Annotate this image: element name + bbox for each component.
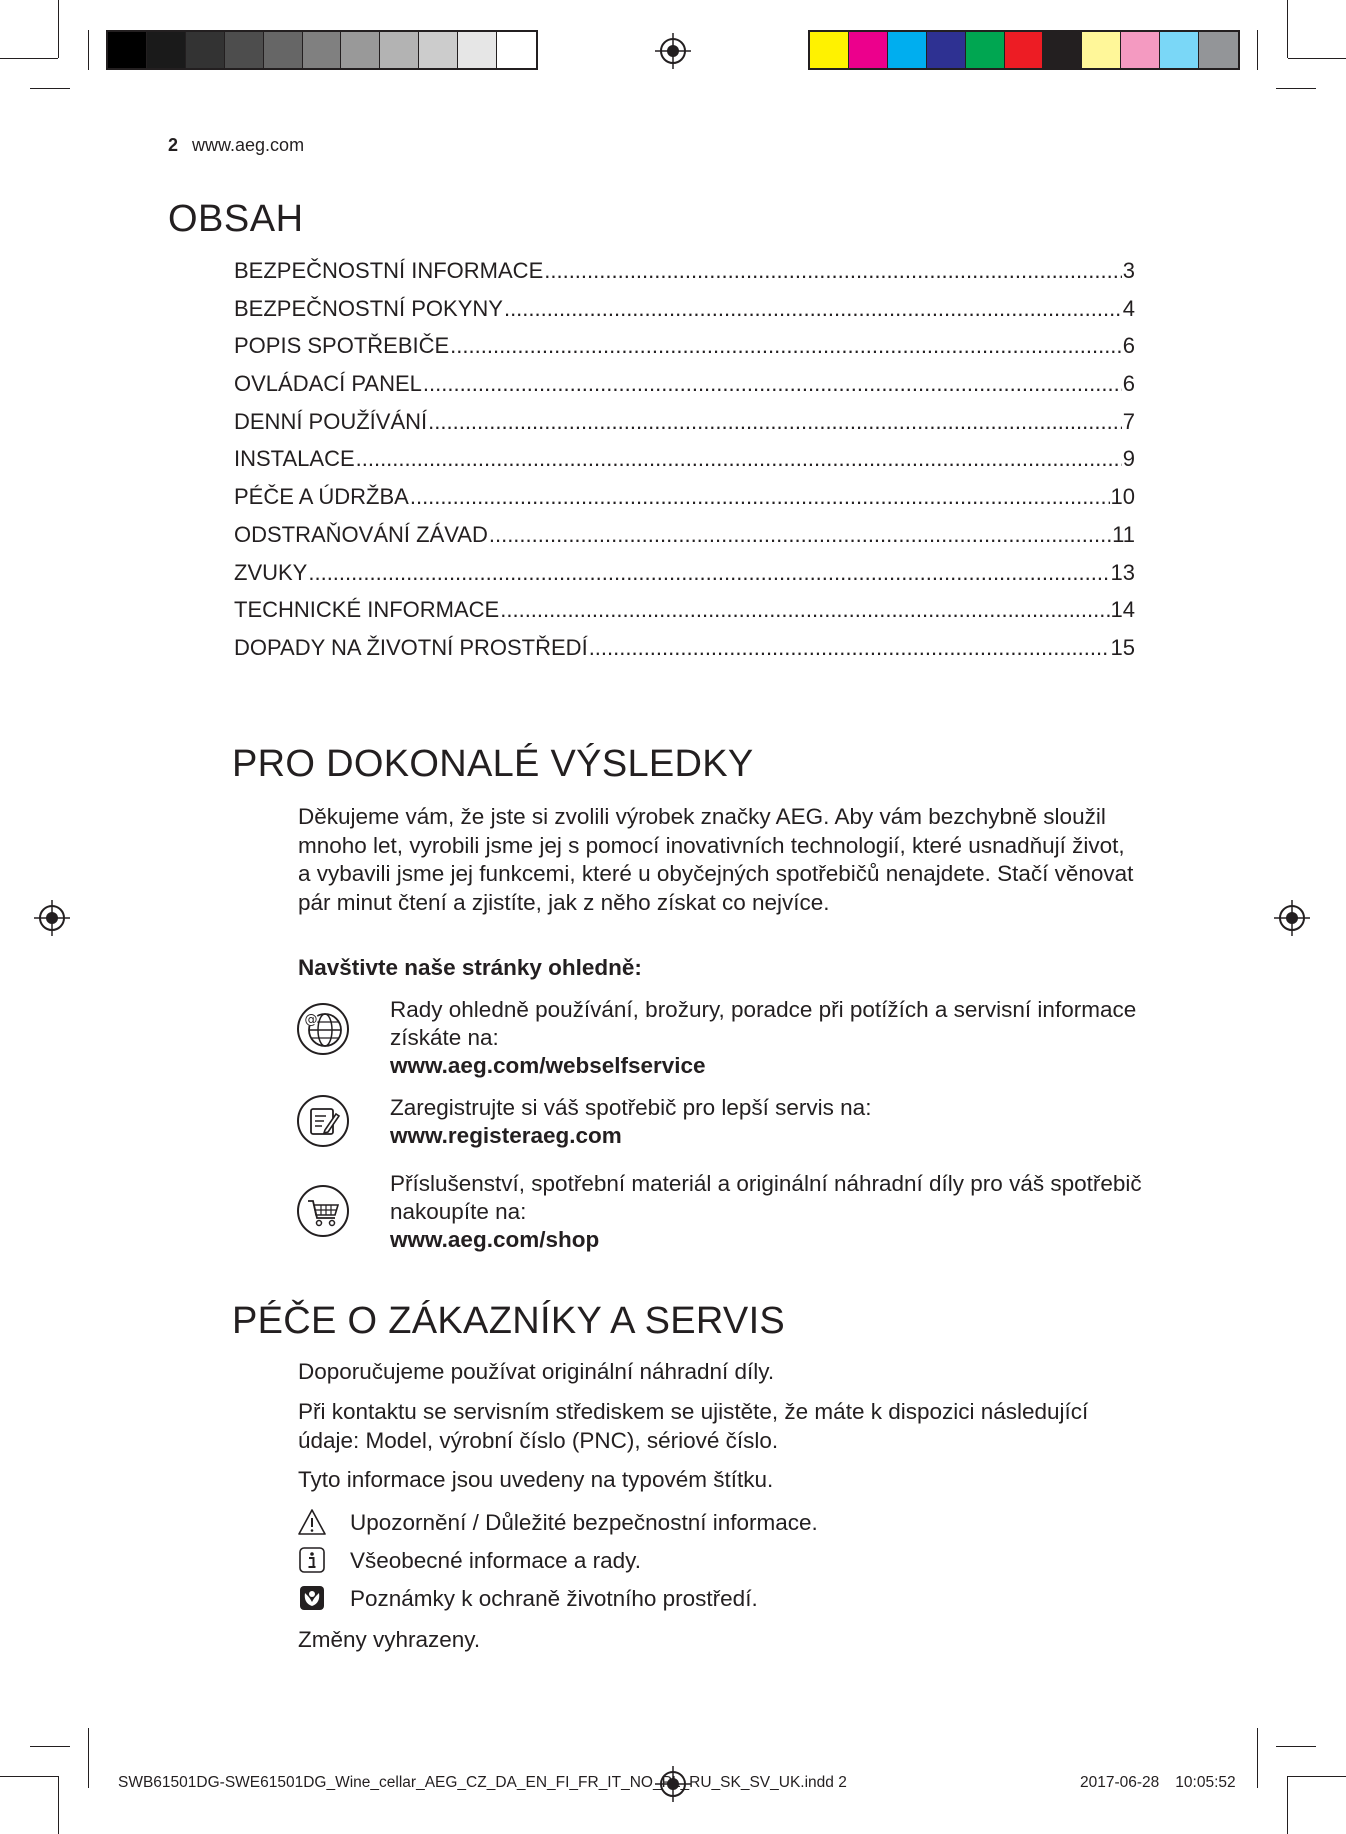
web-item-selfservice (296, 996, 1246, 1076)
color-swatch (186, 32, 225, 68)
web-item-line: Zaregistrujte si váš spotřebič pro lepší servis na: (390, 1095, 872, 1120)
toc-item-page: 13 (1110, 559, 1135, 585)
toc-item-page: 11 (1112, 521, 1135, 547)
web-item-shop (296, 1170, 1246, 1250)
note-text: Upozornění / Důležité bezpečnostní informace. (350, 1510, 818, 1535)
warning-triangle-icon (298, 1508, 326, 1536)
globe-at-icon (296, 1002, 350, 1056)
color-swatch (1082, 32, 1121, 68)
intro-line: a vybavili jsme jej funkcemi, které u obyčejných spotřebičů nenajdete. Stačí věnovat (298, 861, 1134, 886)
toc-item[interactable] (234, 333, 1135, 371)
service-p3: Tyto informace jsou uvedeny na typovém štítku. (298, 1467, 774, 1492)
color-swatch (147, 32, 186, 68)
color-swatch (458, 32, 497, 68)
color-swatch (341, 32, 380, 68)
toc-item-label: DENNÍ POUŽÍVÁNÍ (234, 408, 428, 434)
toc-item-page: 6 (1122, 333, 1135, 359)
service-p1: Doporučujeme používat originální náhradní díly. (298, 1359, 775, 1384)
registration-mark-icon (34, 900, 70, 936)
color-swatch (303, 32, 342, 68)
toc-item[interactable] (234, 296, 1135, 334)
web-item-link-selfservice[interactable]: www.aeg.com/webselfservice (390, 1053, 706, 1078)
toc-item-label: INSTALACE (234, 446, 355, 472)
changes-reserved: Změny vyhrazeny. (298, 1627, 481, 1652)
footer-file-name: SWB61501DG-SWE61501DG_Wine_cellar_AEG_CZ_DA_EN_FI_FR_IT_NO_PL_RU_SK_SV_UK.indd 2 (118, 1774, 847, 1791)
color-swatch (849, 32, 888, 68)
toc-item-label: BEZPEČNOSTNÍ INFORMACE (234, 258, 544, 283)
web-item-text (390, 1094, 1240, 1150)
toc-leader-dots (308, 560, 1109, 586)
results-section-title: PRO DOKONALÉ VÝSLEDKY (232, 743, 754, 785)
color-swatch (966, 32, 1005, 68)
color-swatch (1199, 32, 1238, 68)
toc-item[interactable] (234, 597, 1135, 635)
color-swatch (1005, 32, 1044, 68)
toc-item-label: POPIS SPOTŘEBIČE (234, 333, 450, 359)
toc-item[interactable] (234, 409, 1135, 447)
toc-leader-dots (356, 446, 1122, 472)
color-swatch (264, 32, 303, 68)
toc-item-page: 3 (1122, 258, 1135, 283)
footer-timestamp (1080, 1774, 1236, 1792)
color-swatch (380, 32, 419, 68)
registration-mark-icon (655, 33, 691, 69)
service-p2-line: údaje: Model, výrobní číslo (PNC), sériové číslo. (298, 1427, 779, 1453)
color-swatch (810, 32, 849, 68)
toc-leader-dots (589, 635, 1110, 661)
intro-line: pár minut čtení a zjistíte, jak z něho získat co nejvíce. (298, 889, 830, 915)
svg-text:@: @ (304, 1012, 318, 1028)
shopping-cart-icon (296, 1184, 350, 1238)
web-item-text (390, 996, 1240, 1080)
service-p2 (298, 1398, 1238, 1455)
toc-item[interactable] (234, 560, 1135, 598)
page-header (168, 135, 304, 156)
toc-item[interactable] (234, 371, 1135, 409)
gray-calibration-bar (106, 30, 538, 70)
color-swatch (1043, 32, 1082, 68)
web-item-line: získáte na: (390, 1025, 499, 1050)
web-item-line: nakoupíte na: (390, 1199, 527, 1224)
registration-mark-icon (1274, 900, 1310, 936)
toc-title: OBSAH (168, 198, 304, 240)
color-swatch (497, 32, 536, 68)
visit-heading: Navštivte naše stránky ohledně: (298, 955, 642, 980)
toc-item-page: 6 (1122, 371, 1135, 397)
page-number: 2 (168, 135, 179, 155)
color-swatch (1121, 32, 1160, 68)
intro-line: mnoho let, vyrobili jsme jej s pomocí inovativních technologií, které usnadňují život, (298, 832, 1125, 858)
color-swatch (927, 32, 966, 68)
toc-item-label: ODSTRAŇOVÁNÍ ZÁVAD (234, 521, 488, 547)
toc-leader-dots (423, 371, 1122, 397)
service-section-title: PÉČE O ZÁKAZNÍKY A SERVIS (232, 1300, 786, 1342)
color-swatch (225, 32, 264, 68)
web-item-line: Příslušenství, spotřební materiál a originální náhradní díly pro váš spotřebič (390, 1171, 1142, 1196)
toc-item-label: OVLÁDACÍ PANEL (234, 371, 422, 397)
intro-line: Děkujeme vám, že jste si zvolili výrobek značky AEG. Aby vám bezchybně sloužil (298, 804, 1106, 829)
environment-leaf-icon (298, 1584, 326, 1612)
toc-leader-dots (500, 597, 1109, 623)
web-item-link-shop[interactable]: www.aeg.com/shop (390, 1227, 600, 1252)
toc-leader-dots (544, 258, 1122, 284)
web-item-link-register[interactable]: www.registeraeg.com (390, 1123, 622, 1148)
results-intro (298, 803, 1238, 917)
color-swatch (419, 32, 458, 68)
color-swatch (888, 32, 927, 68)
register-edit-icon (296, 1094, 350, 1148)
toc-leader-dots (504, 296, 1122, 322)
toc-item-label: DOPADY NA ŽIVOTNÍ PROSTŘEDÍ (234, 634, 588, 660)
toc-item-label: ZVUKY (234, 559, 308, 585)
toc-leader-dots (428, 409, 1122, 435)
toc-item[interactable] (234, 446, 1135, 484)
note-text: Všeobecné informace a rady. (350, 1548, 641, 1573)
toc-item-page: 15 (1110, 634, 1135, 660)
toc-item-page: 9 (1122, 446, 1135, 472)
color-swatch (108, 32, 147, 68)
toc-leader-dots (410, 484, 1110, 510)
header-site-link[interactable]: www.aeg.com (192, 135, 305, 155)
toc-item-page: 7 (1122, 408, 1135, 434)
toc-item-page: 10 (1110, 484, 1135, 510)
table-of-contents (234, 258, 1135, 673)
web-item-register (296, 1094, 1246, 1174)
toc-item-label: BEZPEČNOSTNÍ POKYNY (234, 295, 503, 321)
web-item-text (390, 1170, 1240, 1254)
toc-leader-dots (450, 333, 1122, 359)
color-calibration-bar (808, 30, 1240, 70)
note-text: Poznámky k ochraně životního prostředí. (350, 1586, 758, 1611)
toc-item[interactable] (234, 484, 1135, 522)
toc-item[interactable] (234, 635, 1135, 673)
footer-date: 2017-06-28 (1080, 1774, 1160, 1791)
toc-item[interactable] (234, 258, 1135, 296)
footer-time: 10:05:52 (1175, 1774, 1236, 1791)
info-icon (298, 1546, 326, 1574)
toc-item-label: PÉČE A ÚDRŽBA (234, 484, 409, 510)
service-p2-line: Při kontaktu se servisním střediskem se ujistěte, že máte k dispozici následující (298, 1399, 1089, 1424)
toc-item[interactable] (234, 522, 1135, 560)
toc-item-page: 4 (1122, 295, 1135, 321)
color-swatch (1160, 32, 1199, 68)
toc-leader-dots (489, 522, 1111, 548)
web-item-line: Rady ohledně používání, brožury, poradce při potížích a servisní informace (390, 997, 1137, 1022)
toc-item-page: 14 (1110, 597, 1135, 623)
toc-item-label: TECHNICKÉ INFORMACE (234, 597, 500, 623)
